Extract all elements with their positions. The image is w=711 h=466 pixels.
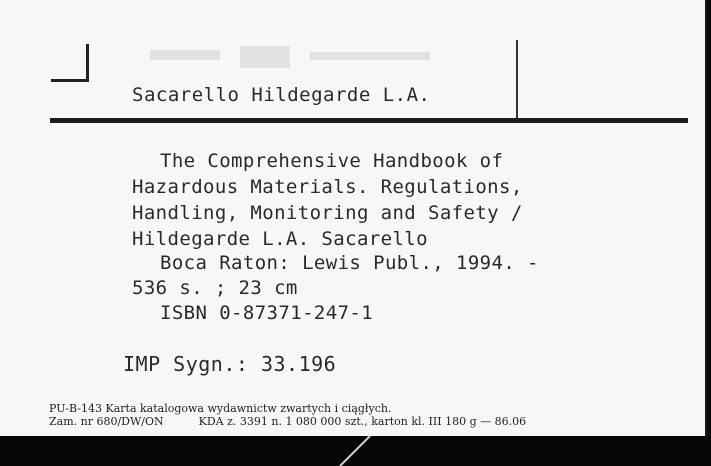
scan-edge-mark <box>330 436 390 466</box>
title-line-1: The Comprehensive Handbook of <box>160 150 504 172</box>
title-line-3: Handling, Monitoring and Safety / <box>132 202 523 224</box>
footer-print-line: Zam. nr 680/DW/ON KDA z. 3391 n. 1 080 000 szt., karton kl. III 180 g — 86.06 <box>49 415 527 428</box>
corner-tick-horizontal <box>51 79 89 82</box>
author-heading: Sacarello Hildegarde L.A. <box>132 84 431 106</box>
call-number: IMP Sygn.: 33.196 <box>123 352 337 376</box>
faint-stamp-mark <box>150 44 470 78</box>
statement-of-responsibility: Hildegarde L.A. Sacarello <box>132 228 428 250</box>
physical-description: 536 s. ; 23 cm <box>132 277 298 299</box>
title-line-2: Hazardous Materials. Regulations, <box>132 176 523 198</box>
footer-form-line: PU-B-143 Karta katalogowa wydawnictw zwartych i ciągłych. <box>49 402 392 415</box>
header-divider-line <box>516 40 518 120</box>
isbn-line: ISBN 0-87371-247-1 <box>160 302 374 324</box>
corner-tick-vertical <box>86 44 89 81</box>
publication-line: Boca Raton: Lewis Publ., 1994. - <box>160 252 539 274</box>
heading-rule <box>50 118 688 123</box>
